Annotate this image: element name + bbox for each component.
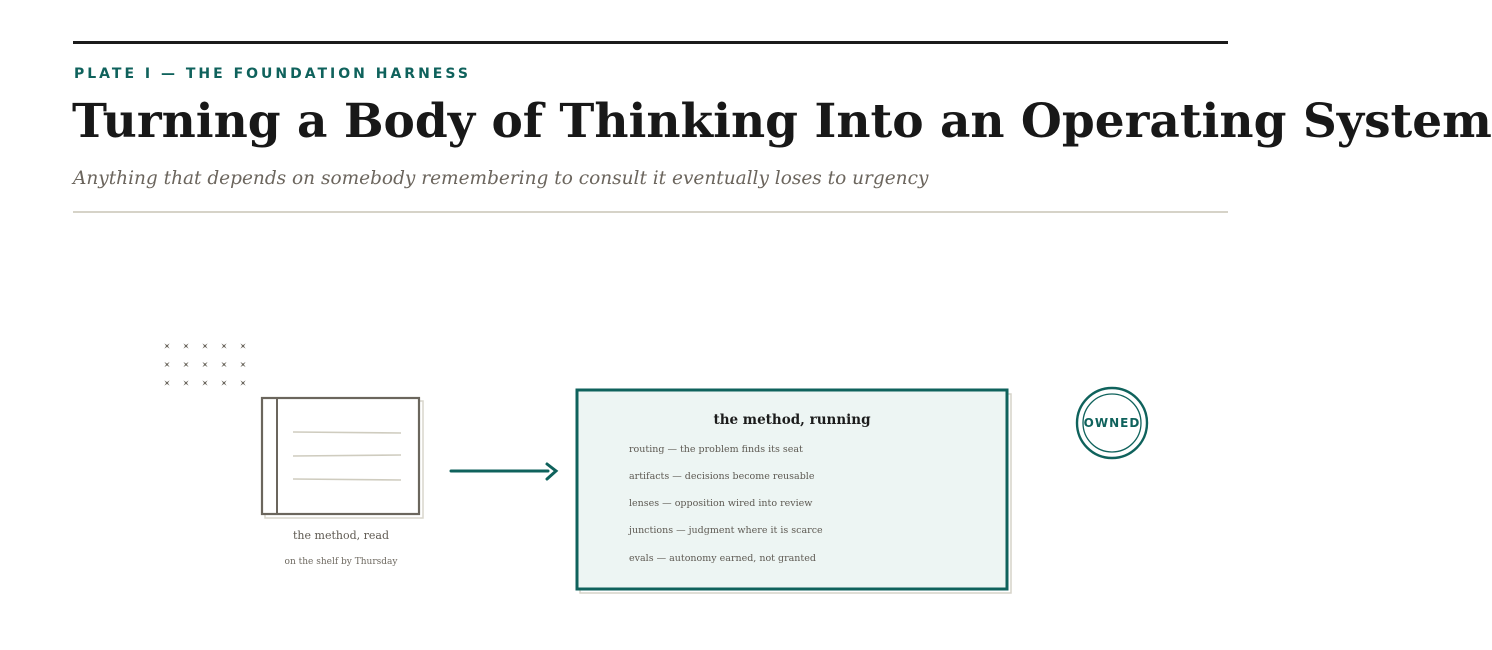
page-title: Turning a Body of Thinking Into an Operating System [72,94,1492,149]
scatter-dot [221,380,226,385]
system-item-junctions: junctions — judgment where it is scarce [629,525,823,536]
page-subtitle: Anything that depends on somebody remembering to consult it eventually loses to urgency [73,168,929,189]
system-box-title: the method, running [713,412,871,428]
scatter-dot [221,362,226,367]
scatter-dot [221,343,226,348]
scatter-dot [183,343,188,348]
book-label: the method, read [293,529,389,542]
owned-stamp-label: OWNED [1083,416,1141,430]
scatter-dot [183,380,188,385]
scatter-dot [240,362,245,367]
plate-label: PLATE I — THE FOUNDATION HARNESS [74,66,471,82]
scatter-dot [164,380,169,385]
system-item-lenses: lenses — opposition wired into review [629,498,813,509]
system-item-artifacts: artifacts — decisions become reusable [629,471,815,482]
scatter-dot [183,362,188,367]
left-arrow-icon [451,464,556,479]
scatter-dot [202,362,207,367]
scatter-dot [202,343,207,348]
book-icon [262,398,423,518]
scatter-dot [164,362,169,367]
scatter-dot [202,380,207,385]
system-item-routing: routing — the problem finds its seat [629,444,803,455]
scatter-dots [164,343,245,385]
system-item-evals: evals — autonomy earned, not granted [629,553,816,564]
book-caption: on the shelf by Thursday [284,557,398,567]
scatter-dot [240,343,245,348]
scatter-dot [240,380,245,385]
scatter-dot [164,343,169,348]
